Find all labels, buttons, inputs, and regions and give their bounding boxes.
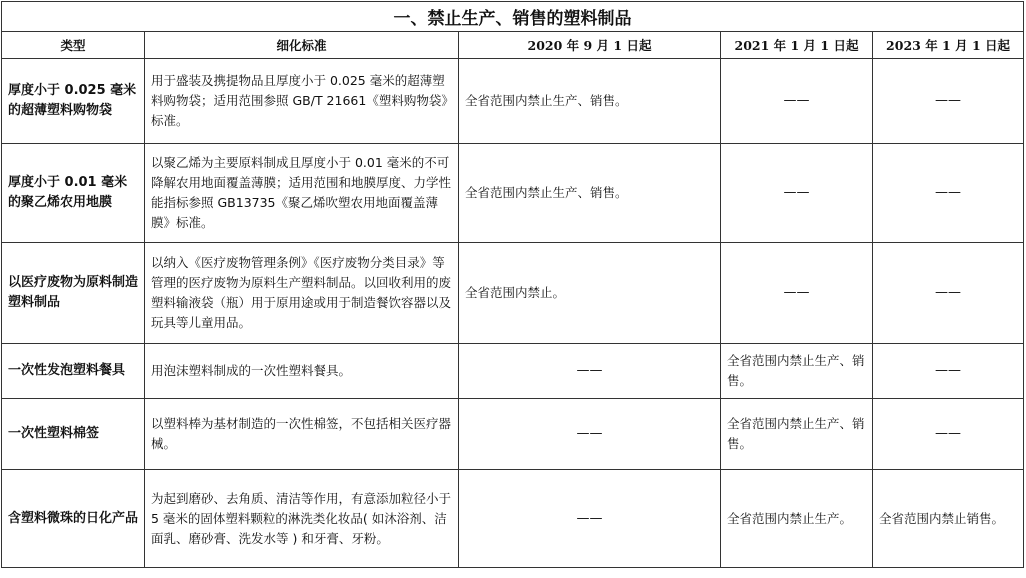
header-date-2020: 2020 年 9 月 1 日起 <box>459 32 721 59</box>
row-type: 一次性塑料棉签 <box>2 399 145 470</box>
row-2021: —— <box>721 144 873 243</box>
header-standard: 细化标准 <box>145 32 459 59</box>
row-2020: 全省范围内禁止生产、销售。 <box>459 144 721 243</box>
row-2023: 全省范围内禁止销售。 <box>873 470 1024 568</box>
header-date-2021: 2021 年 1 月 1 日起 <box>721 32 873 59</box>
row-2023: —— <box>873 344 1024 399</box>
banned-plastics-table <box>1 1 1024 568</box>
table-row <box>2 243 1024 344</box>
row-standard: 用于盛装及携提物品且厚度小于 0.025 毫米的超薄塑料购物袋；适用范围参照 GB/T 21661《塑料购物袋》标准。 <box>145 59 459 144</box>
table-row <box>2 344 1024 399</box>
row-standard: 以纳入《医疗废物管理条例》《医疗废物分类目录》等管理的医疗废物为原料生产塑料制品。以回收利用的废塑料输液袋（瓶）用于原用途或用于制造餐饮容器以及玩具等儿童用品。 <box>145 243 459 344</box>
row-type: 以医疗废物为原料制造塑料制品 <box>2 243 145 344</box>
header-date-2023: 2023 年 1 月 1 日起 <box>873 32 1024 59</box>
row-type: 一次性发泡塑料餐具 <box>2 344 145 399</box>
table-title: 一、禁止生产、销售的塑料制品 <box>2 2 1024 32</box>
row-2021: 全省范围内禁止生产、销售。 <box>721 344 873 399</box>
row-2021: 全省范围内禁止生产。 <box>721 470 873 568</box>
header-row <box>2 32 1024 59</box>
header-type: 类型 <box>2 32 145 59</box>
document-page <box>1 1 1023 568</box>
row-2023: —— <box>873 144 1024 243</box>
row-2023: —— <box>873 243 1024 344</box>
row-standard: 用泡沫塑料制成的一次性塑料餐具。 <box>145 344 459 399</box>
row-type: 厚度小于 0.01 毫米的聚乙烯农用地膜 <box>2 144 145 243</box>
table-row <box>2 59 1024 144</box>
row-standard: 以塑料棒为基材制造的一次性棉签，不包括相关医疗器械。 <box>145 399 459 470</box>
row-type: 含塑料微珠的日化产品 <box>2 470 145 568</box>
table-row <box>2 470 1024 568</box>
table-row <box>2 399 1024 470</box>
row-2020: —— <box>459 470 721 568</box>
table-row <box>2 144 1024 243</box>
row-2020: —— <box>459 344 721 399</box>
row-2020: —— <box>459 399 721 470</box>
row-2023: —— <box>873 59 1024 144</box>
row-type: 厚度小于 0.025 毫米的超薄塑料购物袋 <box>2 59 145 144</box>
row-2020: 全省范围内禁止生产、销售。 <box>459 59 721 144</box>
row-2021: 全省范围内禁止生产、销售。 <box>721 399 873 470</box>
row-standard: 以聚乙烯为主要原料制成且厚度小于 0.01 毫米的不可降解农用地面覆盖薄膜；适用范围和地膜厚度、力学性能指标参照 GB13735《聚乙烯吹塑农用地面覆盖薄膜》标准。 <box>145 144 459 243</box>
row-2020: 全省范围内禁止。 <box>459 243 721 344</box>
table-title-row <box>2 2 1024 32</box>
row-2021: —— <box>721 59 873 144</box>
row-2023: —— <box>873 399 1024 470</box>
row-2021: —— <box>721 243 873 344</box>
row-standard: 为起到磨砂、去角质、清洁等作用，有意添加粒径小于 5 毫米的固体塑料颗粒的淋洗类化妆品( 如沐浴剂、洁面乳、磨砂膏、洗发水等 ) 和牙膏、牙粉。 <box>145 470 459 568</box>
